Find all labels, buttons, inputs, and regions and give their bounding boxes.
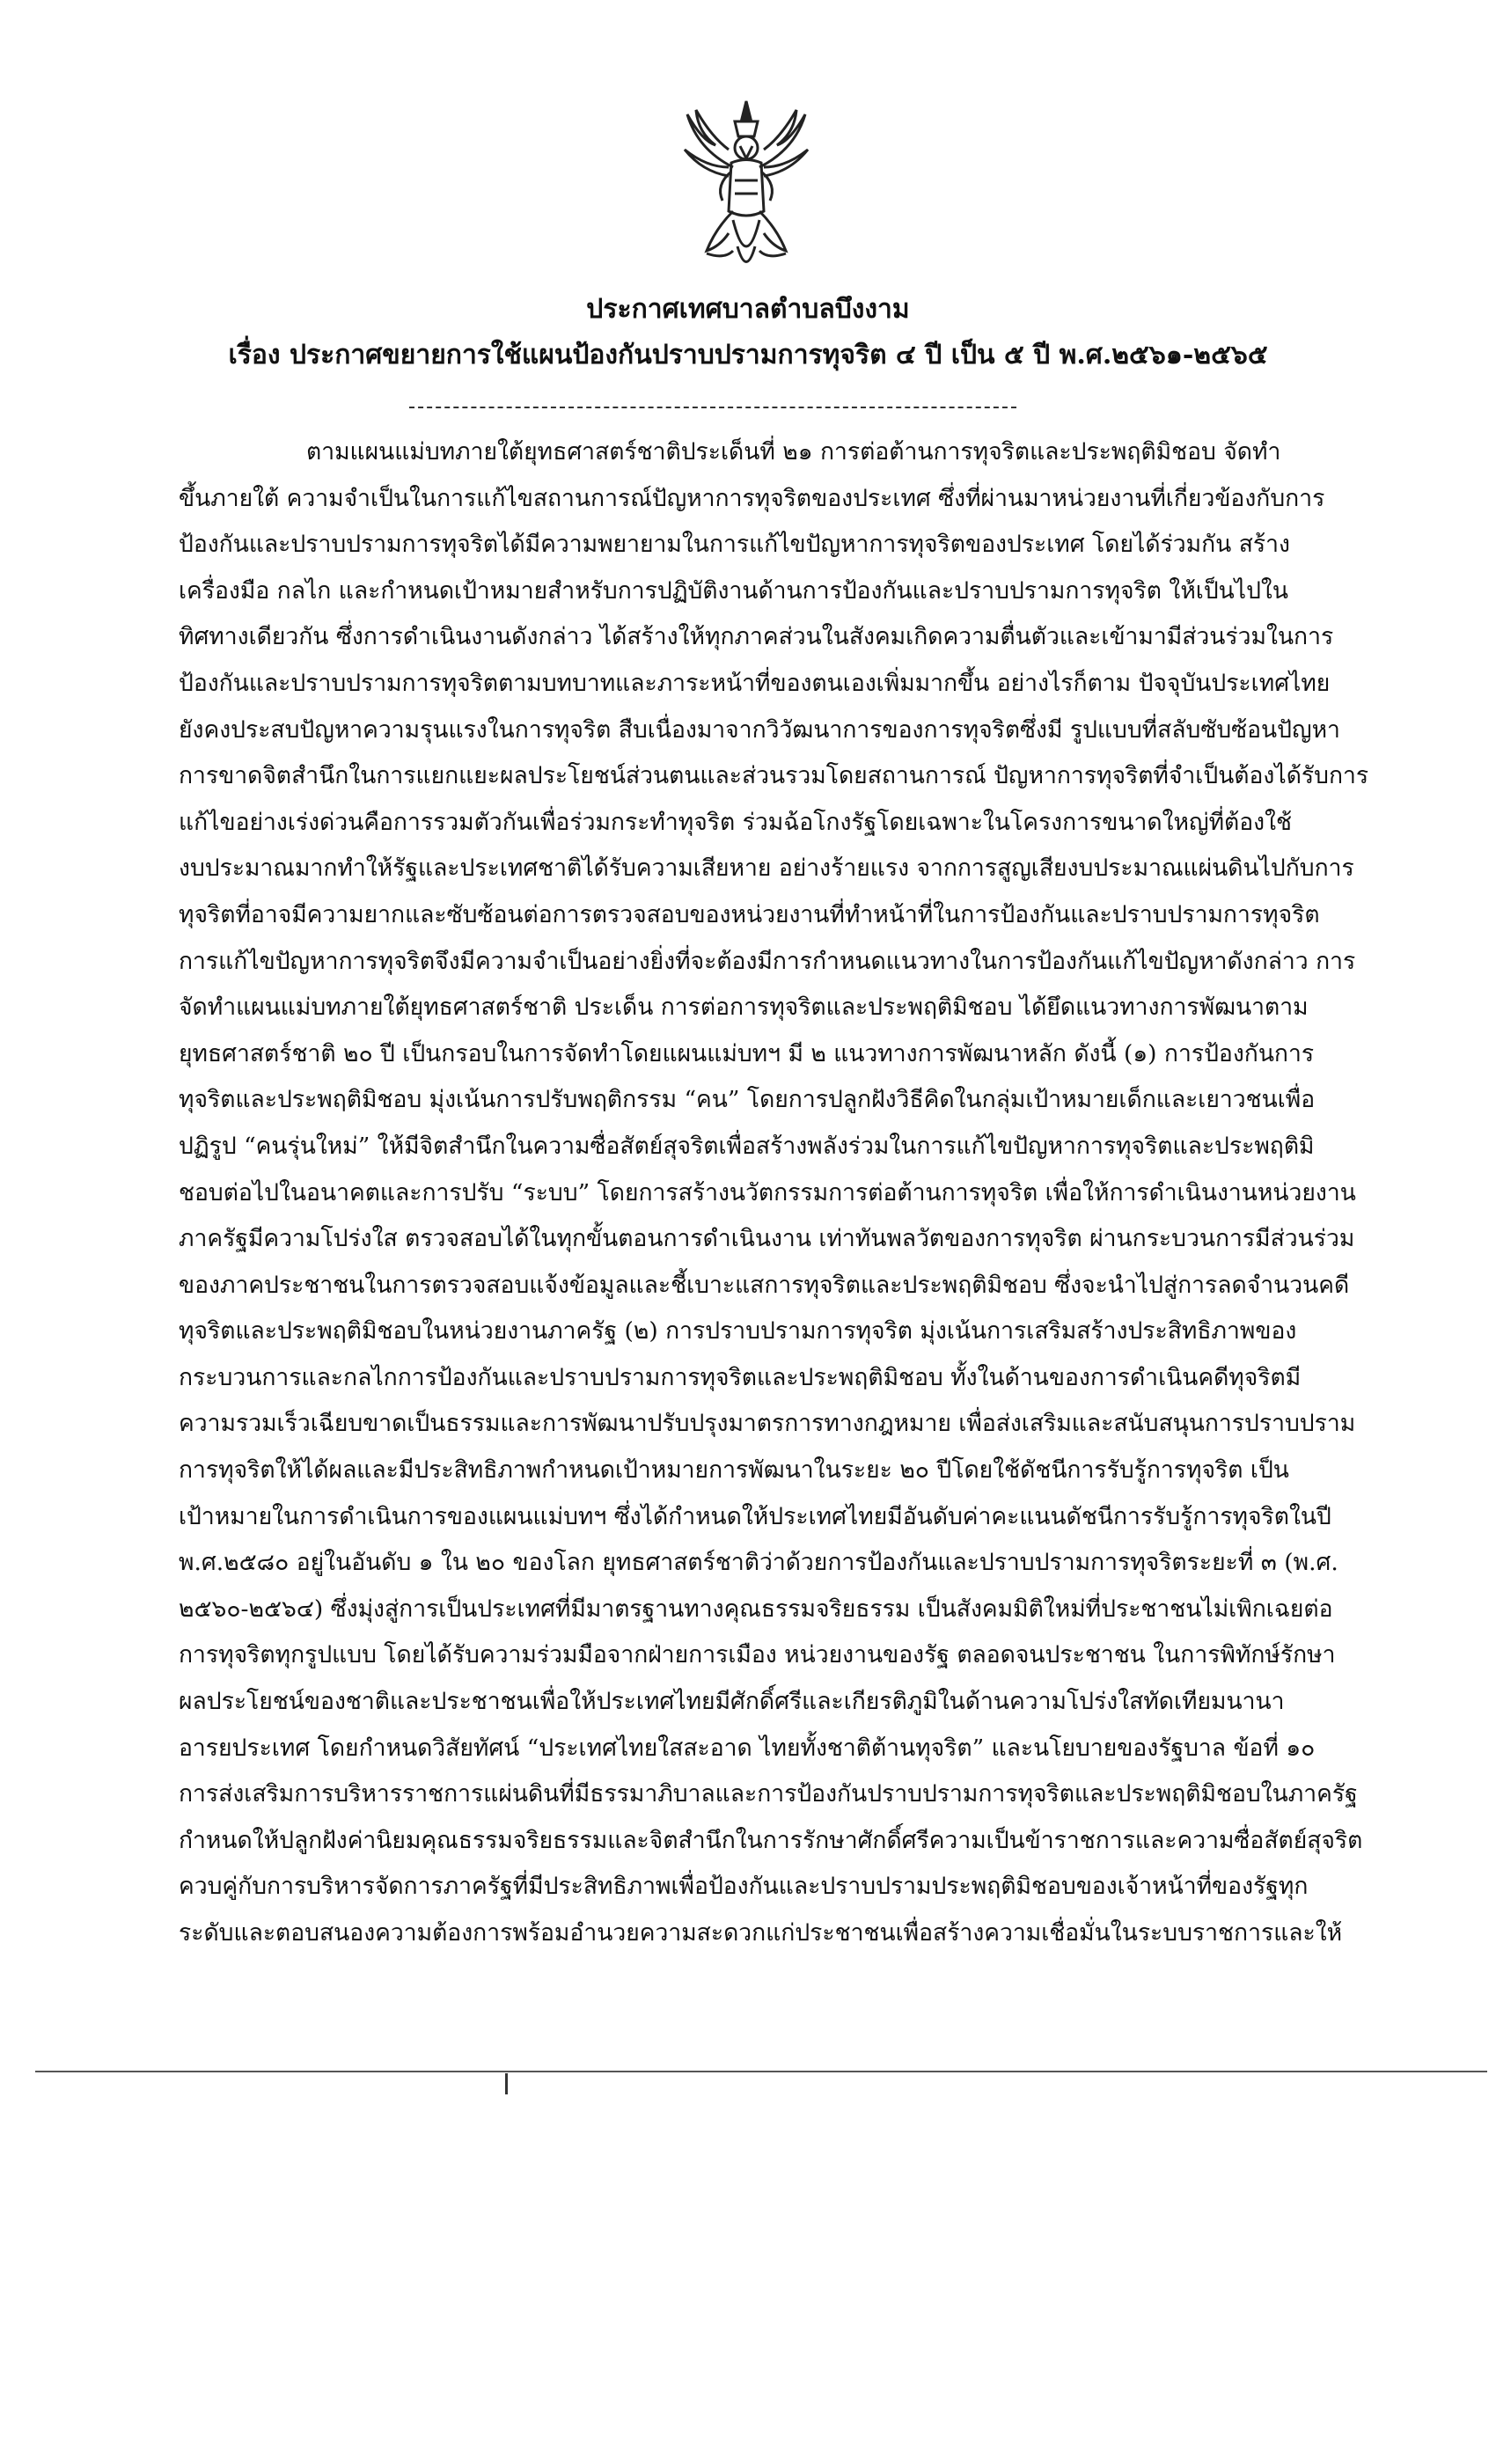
body-line: ทุจริตและประพฤติมิชอบในหน่วยงานภาครัฐ (๒) การปราบปรามการทุจริต มุ่งเน้นการเสริมสร้างประสิทธิภาพของ <box>179 1317 1297 1346</box>
body-line: ผลประโยชน์ของชาติและประชาชนเพื่อให้ประเทศไทยมีศักดิ์ศรีและเกียรติภูมิในด้านความโปร่งใสทัดเทียมนานา <box>179 1688 1285 1716</box>
body-line: ทิศทางเดียวกัน ซึ่งการดำเนินงานดังกล่าว ได้สร้างให้ทุกภาคส่วนในสังคมเกิดความตื่นตัวและเข้ามามีส่วนร่วมในการ <box>179 623 1334 651</box>
body-line: ชอบต่อไปในอนาคตและการปรับ “ระบบ” โดยการสร้างนวัตกรรมการต่อต้านการทุจริต เพื่อให้การดำเนินงานหน่วยงาน <box>179 1178 1356 1206</box>
page-bottom-mark <box>505 2073 508 2094</box>
body-line: งบประมาณมากทำให้รัฐและประเทศชาติได้รับความเสียหาย อย่างร้ายแรง จากการสูญเสียงบประมาณแผ่นดินไปกับการ <box>179 854 1354 883</box>
body-line: การส่งเสริมการบริหารราชการแผ่นดินที่มีธรรมาภิบาลและการป้องกันปราบปรามการทุจริตและประพฤติมิชอบในภาครัฐ <box>179 1780 1358 1808</box>
body-line: การทุจริตให้ได้ผลและมีประสิทธิภาพกำหนดเป้าหมายการพัฒนาในระยะ ๒๐ ปีโดยใช้ดัชนีการรับรู้การทุจริต เป็น <box>179 1456 1289 1485</box>
document-title: ประกาศเทศบาลตำบลบึงงาม <box>586 294 910 325</box>
body-line: ควบคู่กับการบริหารจัดการภาครัฐที่มีประสิทธิภาพเพื่อป้องกันและปราบปรามประพฤติมิชอบของเจ้าหน้าที่ของรัฐทุก <box>179 1873 1309 1901</box>
body-line: กระบวนการและกลไกการป้องกันและปราบปรามการทุจริตและประพฤติมิชอบ ทั้งในด้านของการดำเนินคดีทุจริตมี <box>179 1363 1302 1391</box>
document-subject: เรื่อง ประกาศขยายการใช้แผนป้องกันปราบปรามการทุจริต ๔ ปี เป็น ๕ ปี พ.ศ.๒๕๖๑-๒๕๖๕ <box>228 340 1268 370</box>
body-line: ปฏิรูป “คนรุ่นใหม่” ให้มีจิตสำนึกในความซื่อสัตย์สุจริตเพื่อสร้างพลังร่วมในการแก้ไขปัญหาการทุจริตและประพฤติมิ <box>179 1132 1315 1160</box>
body-line: กำหนดให้ปลูกฝังค่านิยมคุณธรรมจริยธรรมและจิตสำนึกในการรักษาศักดิ์ศรีความเป็นข้าราชการและความซื่อสัตย์สุจริต <box>179 1826 1363 1854</box>
body-line: ทุจริตและประพฤติมิชอบ มุ่งเน้นการปรับพฤติกรรม “คน” โดยการปลูกฝังวิธีคิดในกลุ่มเป้าหมายเด็กและเยาวชนเพื่อ <box>179 1086 1316 1114</box>
body-line: อารยประเทศ โดยกำหนดวิสัยทัศน์ “ประเทศไทยใสสะอาด ไทยทั้งชาติต้านทุจริต” และนโยบายของรัฐบาล ข้อที่ ๑๐ <box>179 1734 1316 1762</box>
garuda-emblem-icon <box>680 97 812 282</box>
body-line: ระดับและตอบสนองความต้องการพร้อมอำนวยความสะดวกแก่ประชาชนเพื่อสร้างความเชื่อมั่นในระบบราชการและให้ <box>179 1919 1343 1947</box>
body-line: ของภาคประชาชนในการตรวจสอบแจ้งข้อมูลและชี้เบาะแสการทุจริตและประพฤติมิชอบ ซึ่งจะนำไปสู่การลดจำนวนคดี <box>179 1271 1350 1299</box>
body-line: ภาครัฐมีความโปร่งใส ตรวจสอบได้ในทุกขั้นตอนการดำเนินงาน เท่าทันพลวัตของการทุจริต ผ่านกระบวนการมีส่วนร่วม <box>179 1225 1355 1253</box>
body-line: การทุจริตทุกรูปแบบ โดยได้รับความร่วมมือจากฝ่ายการเมือง หน่วยงานของรัฐ ตลอดจนประชาชน ในการพิทักษ์รักษา <box>179 1641 1336 1669</box>
page-bottom-edge <box>35 2071 1487 2072</box>
body-line: ยุทธศาสตร์ชาติ ๒๐ ปี เป็นกรอบในการจัดทำโดยแผนแม่บทฯ มี ๒ แนวทางการพัฒนาหลัก ดังนี้ (๑) การป้องกันการ <box>179 1039 1315 1067</box>
body-line: การขาดจิตสำนึกในการแยกแยะผลประโยชน์ส่วนตนและส่วนรวมโดยสถานการณ์ ปัญหาการทุจริตที่จำเป็นต้องได้รับการ <box>179 762 1369 790</box>
body-line: เครื่องมือ กลไก และกำหนดเป้าหมายสำหรับการปฏิบัติงานด้านการป้องกันและปราบปรามการทุจริต ให้เป็นไปใน <box>179 576 1288 605</box>
body-line: ยังคงประสบปัญหาความรุนแรงในการทุจริต สืบเนื่องมาจากวิวัฒนาการของการทุจริตซึ่งมี รูปแบบที่สลับซับซ้อนปัญหา <box>179 715 1340 744</box>
body-line: ป้องกันและปราบปรามการทุจริตได้มีความพยายามในการแก้ไขปัญหาการทุจริตของประเทศ โดยได้ร่วมกัน สร้าง <box>179 531 1290 559</box>
body-line: การแก้ไขปัญหาการทุจริตจึงมีความจำเป็นอย่างยิ่งที่จะต้องมีการกำหนดแนวทางในการป้องกันแก้ไขปัญหาดังกล่าว การ <box>179 947 1356 975</box>
body-line: ป้องกันและปราบปรามการทุจริตตามบทบาทและภาระหน้าที่ของตนเองเพิ่มมากขึ้น อย่างไรก็ตาม ปัจจุบันประเทศไทย <box>179 669 1331 697</box>
body-line: พ.ศ.๒๕๘๐ อยู่ในอันดับ ๑ ใน ๒๐ ของโลก ยุทธศาสตร์ชาติว่าด้วยการป้องกันและปราบปรามการทุจริตระยะที่ ๓ (พ.ศ. <box>179 1549 1338 1577</box>
body-paragraph <box>179 429 1490 1957</box>
body-line: ตามแผนแม่บทภายใต้ยุทธศาสตร์ชาติประเด็นที่ ๒๑ การต่อต้านการทุจริตและประพฤติมิชอบ จัดทำ <box>306 438 1281 466</box>
body-line: ๒๕๖๐-๒๕๖๔) ซึ่งมุ่งสู่การเป็นประเทศที่มีมาตรฐานทางคุณธรรมจริยธรรม เป็นสังคมมิติใหม่ที่ประชาชนไม่เพิกเฉยต่อ <box>179 1595 1333 1623</box>
body-line: แก้ไขอย่างเร่งด่วนคือการรวมตัวกันเพื่อร่วมกระทำทุจริต ร่วมฉ้อโกงรัฐโดยเฉพาะในโครงการขนาดใหญ่ที่ต้องใช้ <box>179 808 1293 836</box>
body-line: จัดทำแผนแม่บทภายใต้ยุทธศาสตร์ชาติ ประเด็น การต่อการทุจริตและประพฤติมิชอบ ได้ยึดแนวทางการพัฒนาตาม <box>179 994 1309 1022</box>
body-line: ขึ้นภายใต้ ความจำเป็นในการแก้ไขสถานการณ์ปัญหาการทุจริตของประเทศ ซึ่งที่ผ่านมาหน่วยงานที่เกี่ยวข้องกับการ <box>179 484 1325 512</box>
body-line: ความรวมเร็วเฉียบขาดเป็นธรรมและการพัฒนาปรับปรุงมาตรการทางกฎหมาย เพื่อส่งเสริมและสนับสนุนการปราบปราม <box>179 1410 1356 1438</box>
body-line: เป้าหมายในการดำเนินการของแผนแม่บทฯ ซึ่งได้กำหนดให้ประเทศไทยมีอันดับค่าคะแนนดัชนีการรับรู้การทุจริตในปี <box>179 1502 1331 1530</box>
title-divider <box>409 407 1016 408</box>
body-line: ทุจริตที่อาจมีความยากและซับซ้อนต่อการตรวจสอบของหน่วยงานที่ทำหน้าที่ในการป้องกันและปราบปรามการทุจริต <box>179 900 1320 928</box>
